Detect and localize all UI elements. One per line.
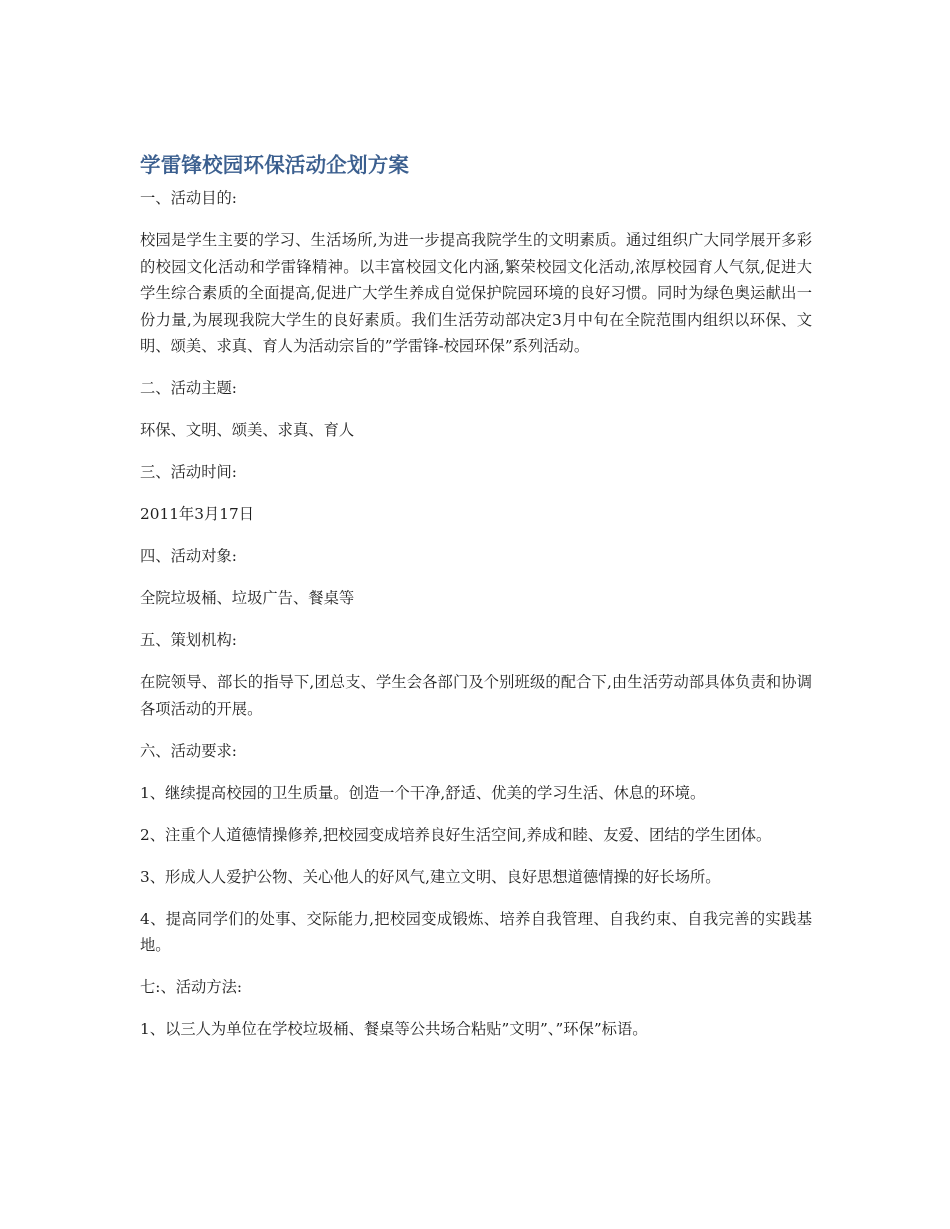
document-body bbox=[140, 150, 812, 1058]
section-heading-purpose: 一、活动目的: bbox=[140, 189, 237, 207]
list-item-method-1: 1、以三人为单位在学校垃圾桶、餐桌等公共场合粘贴”文明”、”环保”标语。 bbox=[140, 1020, 648, 1038]
paragraph-theme: 环保、文明、颂美、求真、育人 bbox=[140, 421, 355, 439]
paragraph-purpose: 校园是学生主要的学习、生活场所,为进一步提高我院学生的文明素质。通过组织广大同学展开多彩的校园文化活动和学雷锋精神。以丰富校园文化内涵,繁荣校园文化活动,浓厚校园育人气氛,促进大学生综合素质的全面提高,促进广大学生养成自觉保护院园环境的良好习惯。同时为绿色奥运献出一份力量,为展现我院大学生的良好素质。我们生活劳动部决定3月中旬在全院范围内组织以环保、文明、颂美、求真、育人为活动宗旨的”学雷锋-校园环保”系列活动。 bbox=[140, 231, 812, 355]
section-heading-theme: 二、活动主题: bbox=[140, 379, 237, 397]
section-heading-organizer: 五、策划机构: bbox=[140, 631, 237, 649]
section-heading-time: 三、活动时间: bbox=[140, 463, 237, 481]
section-heading-requirements: 六、活动要求: bbox=[140, 741, 237, 760]
list-item-requirement-3: 3、形成人人爱护公物、关心他人的好风气,建立文明、良好思想道德情操的好长场所。 bbox=[140, 867, 721, 886]
paragraph-time: 2011年3月17日 bbox=[140, 505, 255, 523]
list-item-requirement-4: 4、提高同学们的处事、交际能力,把校园变成锻炼、培养自我管理、自我约束、自我完善的实践基地。 bbox=[140, 909, 812, 954]
document-title: 学雷锋校园环保活动企划方案 bbox=[140, 153, 410, 177]
paragraph-organizer: 在院领导、部长的指导下,团总支、学生会各部门及个别班级的配合下,由生活劳动部具体负责和协调各项活动的开展。 bbox=[140, 673, 812, 718]
list-item-requirement-2: 2、注重个人道德情操修养,把校园变成培养良好生活空间,养成和睦、友爱、团结的学生团体。 bbox=[140, 825, 772, 844]
paragraph-target: 全院垃圾桶、垃圾广告、餐桌等 bbox=[140, 589, 355, 607]
list-item-requirement-1: 1、继续提高校园的卫生质量。创造一个干净,舒适、优美的学习生活、休息的环境。 bbox=[140, 783, 706, 802]
section-heading-methods: 七:、活动方法: bbox=[140, 978, 243, 996]
section-heading-target: 四、活动对象: bbox=[140, 547, 237, 565]
